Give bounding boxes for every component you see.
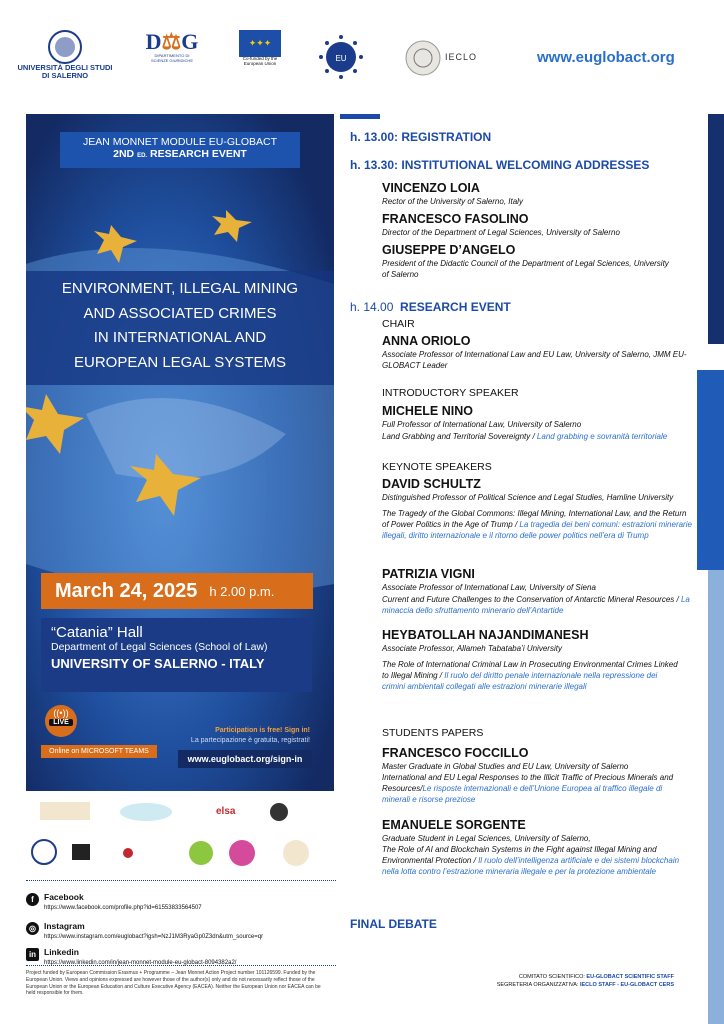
research-row bbox=[350, 300, 511, 314]
credit-label: COMITATO SCIENTIFICO: bbox=[518, 974, 585, 980]
registration-row bbox=[350, 130, 491, 144]
speaker-affiliation: Rector of the University of Salerno, Italy bbox=[382, 197, 523, 206]
linkedin-label: Linkedin bbox=[44, 947, 79, 957]
role-heading: CHAIR bbox=[382, 318, 415, 330]
talk-title bbox=[382, 845, 687, 877]
partner-logos bbox=[26, 798, 336, 868]
instagram-url[interactable]: https://www.instagram.com/euglobact?igsh=NzJ1M3RyaGp0Z3dn&utm_source=qr bbox=[44, 934, 264, 940]
event-date: March 24, 2025 bbox=[55, 579, 198, 602]
eu-logo bbox=[236, 30, 284, 67]
speaker-affiliation: Associate Professor, Allameh Tabataba’i University bbox=[382, 644, 562, 653]
ieclo-seal-icon bbox=[405, 40, 441, 76]
euglobact-logo bbox=[318, 34, 364, 80]
speaker-affiliation: Director of the Department of Legal Sciences, University of Salerno bbox=[382, 228, 620, 237]
speaker-name: EMANUELE SORGENTE bbox=[382, 818, 526, 832]
unisa-seal-icon bbox=[48, 30, 82, 64]
instagram-link[interactable] bbox=[44, 921, 263, 940]
speaker-affiliation: Master Graduate in Global Studies and EU Law, University of Salerno bbox=[382, 762, 629, 771]
speaker-name: FRANCESCO FASOLINO bbox=[382, 212, 529, 226]
facebook-label: Facebook bbox=[44, 892, 84, 902]
time-label: h. 13.30: bbox=[350, 158, 399, 172]
signup-link[interactable]: www.euglobact.org/sign-in bbox=[178, 750, 312, 768]
talk-title bbox=[382, 432, 712, 443]
svg-text:EU: EU bbox=[335, 54, 347, 63]
right-edge-bar bbox=[708, 114, 724, 344]
divider bbox=[26, 965, 336, 966]
talk-title bbox=[382, 773, 682, 805]
speaker-name: MICHELE NINO bbox=[382, 404, 473, 418]
talk-it: Le risposte internazionali e dell’Unione Europea al traffico illegale di minerali e risorse preziose bbox=[382, 783, 663, 804]
linkedin-url[interactable]: https://www.linkedin.com/in/jean-monnet-module-eu-globact-8094382a2/ bbox=[44, 960, 237, 966]
speaker-name: PATRIZIA VIGNI bbox=[382, 567, 475, 581]
staff-credits bbox=[440, 973, 674, 990]
facebook-url[interactable]: https://www.facebook.com/profile.php?id=61553833564507 bbox=[44, 905, 202, 911]
edition-number: 2ND bbox=[113, 148, 135, 160]
talk-it: Il ruolo dell’intelligenza artificiale e dei sistemi blockchain nella lotta contro l’estrazione mineraria illegale e per la protezione ambientale bbox=[382, 855, 680, 876]
session-label: RESEARCH EVENT bbox=[400, 300, 511, 314]
facebook-link[interactable] bbox=[44, 892, 202, 911]
funding-disclaimer: Project funded by European Commission Erasmus + Programme – Jean Monnet Action Project number 101126599. Funded by the European Union. Views and opinions expressed are however those of the author(s) only and do not necessarily reflect those of the European Union or the European Education and Culture Executive Agency (EACEA). Neither the European Union nor EACEA can be held responsible for them. bbox=[26, 970, 321, 997]
final-debate: FINAL DEBATE bbox=[350, 917, 437, 931]
participation-free-it: La partecipazione è gratuita, registrati! bbox=[190, 737, 310, 744]
facebook-icon[interactable]: f bbox=[26, 893, 39, 906]
event-title bbox=[26, 271, 334, 385]
talk-en: International and EU Legal Responses to the Illicit Traffic of Precious Minerals and Resources/ bbox=[382, 773, 674, 793]
credit-label: SEGRETERIA ORGANIZZATIVA: bbox=[496, 982, 579, 989]
venue-department: Department of Legal Sciences (School of Law) bbox=[51, 641, 268, 653]
dsg-caption: DIPARTIMENTO DI SCIENZE GIURIDICHE bbox=[150, 53, 193, 63]
talk-title bbox=[382, 595, 697, 617]
ieclo-logo bbox=[405, 40, 477, 76]
eu-flag-icon: ✦✦✦ bbox=[239, 30, 281, 57]
session-label: REGISTRATION bbox=[401, 130, 492, 144]
euglobact-stars-icon bbox=[318, 34, 364, 80]
unisa-name: UNIVERSITÀ DEGLI STUDI DI SALERNO bbox=[17, 63, 113, 81]
role-heading: INTRODUCTORY SPEAKER bbox=[382, 387, 519, 399]
live-icon: ((•)) LIVE bbox=[45, 705, 77, 737]
talk-it: La tragedia dei beni comuni: estrazioni minerarie illegali, diritto internazionale e il ritorno delle power politics nell’era di Trump bbox=[382, 519, 692, 540]
speaker-name: FRANCESCO FOCCILLO bbox=[382, 746, 529, 760]
talk-title bbox=[382, 660, 680, 692]
right-edge-bar-2 bbox=[697, 370, 724, 570]
partner-logos-strip bbox=[26, 798, 336, 868]
title-line: IN INTERNATIONAL AND bbox=[93, 329, 267, 346]
edition-ed: ED. bbox=[137, 153, 148, 159]
right-edge-bar-3 bbox=[708, 570, 724, 1024]
speaker-affiliation: Associate Professor of International Law and EU Law, University of Salerno, JMM EU-GLOBACT Leader bbox=[382, 350, 687, 370]
online-teams-badge: Online on MICROSOFT TEAMS bbox=[41, 745, 157, 758]
venue-box bbox=[41, 618, 312, 692]
speaker-affiliation: President of the Didactic Council of the Department of Legal Sciences, University of Salerno bbox=[382, 259, 669, 279]
speaker-affiliation: Distinguished Professor of Political Science and Legal Studies, Hamline University bbox=[382, 493, 674, 502]
title-line: EUROPEAN LEGAL SYSTEMS bbox=[73, 353, 286, 371]
speaker-affiliation: Associate Professor of International Law, University of Siena bbox=[382, 583, 596, 592]
talk-it: Land grabbing e sovranità territoriale bbox=[536, 432, 668, 441]
talk-en: The Role of AI and Blockchain Systems in the Fight against Illegal Mining and Environmental Protection / bbox=[382, 845, 657, 865]
talk-en: The Tragedy of the Global Commons: Illegal Mining, International Law, and the Return of Power Politics in the Age of Trump / bbox=[382, 509, 687, 529]
time-label: h. 14.00 bbox=[350, 300, 394, 314]
title-line: ENVIRONMENT, ILLEGAL MINING bbox=[61, 280, 299, 297]
welcome-row bbox=[350, 158, 649, 172]
header-website-link[interactable]: www.euglobact.org bbox=[537, 49, 675, 66]
speaker-name: VINCENZO LOIA bbox=[382, 181, 480, 195]
title-line: AND ASSOCIATED CRIMES bbox=[83, 304, 277, 322]
role-heading: STUDENTS PAPERS bbox=[382, 727, 484, 739]
dsg-logo: D⚖G DIPARTIMENTO DI SCIENZE GIURIDICHE bbox=[145, 29, 199, 63]
speaker-name: ANNA ORIOLO bbox=[382, 334, 471, 348]
unisa-logo bbox=[17, 30, 113, 81]
svg-text:elsa: elsa bbox=[216, 806, 236, 817]
eu-caption: Co-funded by the European Union bbox=[242, 56, 278, 66]
instagram-label: Instagram bbox=[44, 921, 85, 931]
speaker-affiliation: Graduate Student in Legal Sciences, University of Salerno, bbox=[382, 834, 591, 843]
talk-en: The Role of International Criminal Law in Prosecuting Environmental Crimes Linked to Illegal Mining / bbox=[382, 660, 678, 680]
participation-free-en: Participation is free! Sign in! bbox=[215, 727, 310, 734]
talk-it: Il ruolo del diritto penale internazionale nella repressione dei crimini ambientali collegati alle estrazioni minerarie illegali bbox=[382, 670, 658, 691]
module-banner bbox=[60, 132, 300, 168]
accent-line bbox=[340, 114, 380, 119]
speaker-name: HEYBATOLLAH NAJANDIMANESH bbox=[382, 628, 589, 642]
module-name: JEAN MONNET MODULE EU-GLOBACT bbox=[82, 136, 278, 148]
edition-label: RESEARCH EVENT bbox=[150, 148, 247, 160]
speaker-affiliation: Full Professor of International Law, University of Salerno bbox=[382, 420, 582, 429]
credit-value: EU-GLOBACT SCIENTIFIC STAFF bbox=[586, 974, 674, 980]
event-date-banner bbox=[41, 573, 313, 609]
role-heading: KEYNOTE SPEAKERS bbox=[382, 461, 492, 473]
ieclo-name: IECLO bbox=[445, 52, 478, 63]
time-label: h. 13.00: bbox=[350, 130, 399, 144]
speaker-name: DAVID SCHULTZ bbox=[382, 477, 481, 491]
credit-value: IECLO STAFF - EU-GLOBACT CERS bbox=[579, 982, 674, 989]
talk-title bbox=[382, 509, 692, 541]
talk-en: Current and Future Challenges to the Conservation of Antarctic Mineral Resources / bbox=[382, 595, 679, 604]
event-time: h 2.00 p.m. bbox=[209, 583, 275, 599]
divider bbox=[26, 880, 336, 881]
live-label: LIVE bbox=[49, 719, 73, 726]
linkedin-link[interactable] bbox=[44, 947, 236, 966]
venue-hall: “Catania” Hall bbox=[51, 624, 143, 641]
speaker-name: GIUSEPPE D’ANGELO bbox=[382, 243, 516, 257]
venue-university: UNIVERSITY OF SALERNO - ITALY bbox=[51, 656, 265, 671]
session-label: INSTITUTIONAL WELCOMING ADDRESSES bbox=[401, 158, 650, 172]
instagram-icon[interactable]: ◎ bbox=[26, 922, 39, 935]
talk-en: Land Grabbing and Territorial Sovereignty / bbox=[382, 432, 535, 441]
linkedin-icon[interactable]: in bbox=[26, 948, 39, 961]
talk-it: La minaccia dello sfruttamento minerario dell’Antartide bbox=[382, 595, 690, 615]
